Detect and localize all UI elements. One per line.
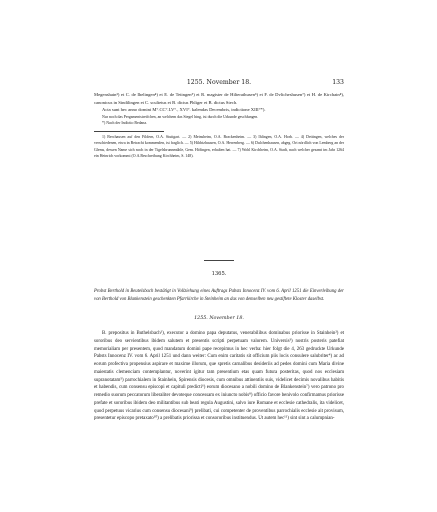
document-number: 1365. <box>211 271 227 277</box>
document-body <box>94 330 344 423</box>
section-divider <box>204 260 234 261</box>
header-date: 1255. November 18. <box>186 79 252 86</box>
page-number: 133 <box>332 79 344 86</box>
document-regest: Probst Berthold in Beutelsbach bestätigt in Vollziehung eines Auftrags Pabsts Innocenz IV. vom 6. April 1251 die Einverleibung der von Berthold von Blankenstein geschenkten Pfarrkirche in Steinheim an das von demselben neu gestiftete Kloster daselbst. <box>94 289 344 302</box>
indiction-note: *) Nach der Indictio Bedana. <box>102 121 148 126</box>
footnote-divider <box>94 131 164 132</box>
witness-list: Megenshain³) et C. de Ihelingen⁴) et E. de Tetingen⁵) et R. magister de Hilterathusen⁶) et F. de Dvlicheshusen⁷) et H. de Kirchain⁸), canonicus in Sindilingen et C. scultetus et B. dictus Phliger et B. dictus Stech. <box>94 92 344 105</box>
footnote-text: 1) Berchausen auf den Fildern, O.A. Stuttgart. — 2) Meinsheim, O.A. Brackenheim. — 3) Ihlingen, O.A. Horb. — 4) Dettingen, welches der verschiedenen, etwa in Betracht kommenden, ist fraglich. — 5) Hildrizhausen, O.A. Herrenberg. — 6) Dulchenhausen, abgeg. Ort nördlich von Lemberg an der Glems, dessen Name sich noch in der Tigelsbrunnmühle, Gem. Höfingen, erhalten hat. — 7) Wohl Kirchheim, O.A. Stadt, nach welcher gesamt im Jahr 1264 ein Heinrich vorkommt (O.A.Beschreibung Kirchheim, S. 148). <box>94 135 344 159</box>
charter-text: B. prepositus in Buthelsbach¹), executor a domino papa deputatus, venerabilibus dominabus priorisse in Stainhein²) et sororibus deo servientibus ibidem salutem et presentis scripti perpetuam valorem. Universis³) nostris posteris patefiat memorialiam per presentem, quod mandatum domini pape recepimus in hec verba: hier folgt die 4, 263 gedruckte Urkunde Pabsts Innocenz IV. vom 6. April 1251 und dann weiter: Cum enim caritatis sit officium piis locis consulere salubriter⁴) ac ad eorum profectiva propensius aspirare et maxime illorum, que spretis carnalibus desideriis ad pedes domini cum Maria divine maiestatis clemenciam contemplantur, noverint igitur tam presentium etas quam futura posteritas, quod nos ecclesiam supranotatam⁵) parrochialem in Stainhein, Spirensis diocesis, cum omnibus attinentiis suis, videlicet decimis novalibus habitis et habendis, cum consensu episcopi et capituli predicti⁶) eorum diocesano a nobili domino de Blankenstein⁷) vero patrono pro remedio suorum peccatorum liberaliter devoteque concessam ex iniuncto nobis⁸) officio favore benivolo confirmamus priorisse prefate et sororibus ibidem deo militantibus sub beati regula Augustini, salvo iure Romane et ecclesie cathedralis, ita videlicet, quod perpetuus vicarius cum consensu diocesani⁹) prelibati, cui competenter de proventibus parrochialis ecclesie ait provisum, presentetur episcopo pretaxato¹⁰) a prelibatis priorissa et consororibus instituendus. Ut autem hec¹¹) sint sint a calumpnian- <box>94 331 344 422</box>
dating-clause: Acta sunt hec anno domini M°.CC°.LV°., XVI°. kalendas Decembris, indictione XIII°*). <box>102 107 266 113</box>
previous-document-end <box>94 91 344 127</box>
seal-note: Nur noch das Pergamentstreifchen, an welchem das Siegel hing, ist durch die Urkunde geschlungen. <box>102 115 259 120</box>
document-date: 1255. November 18. <box>194 316 244 321</box>
footnotes <box>94 134 344 160</box>
running-header <box>94 78 344 88</box>
